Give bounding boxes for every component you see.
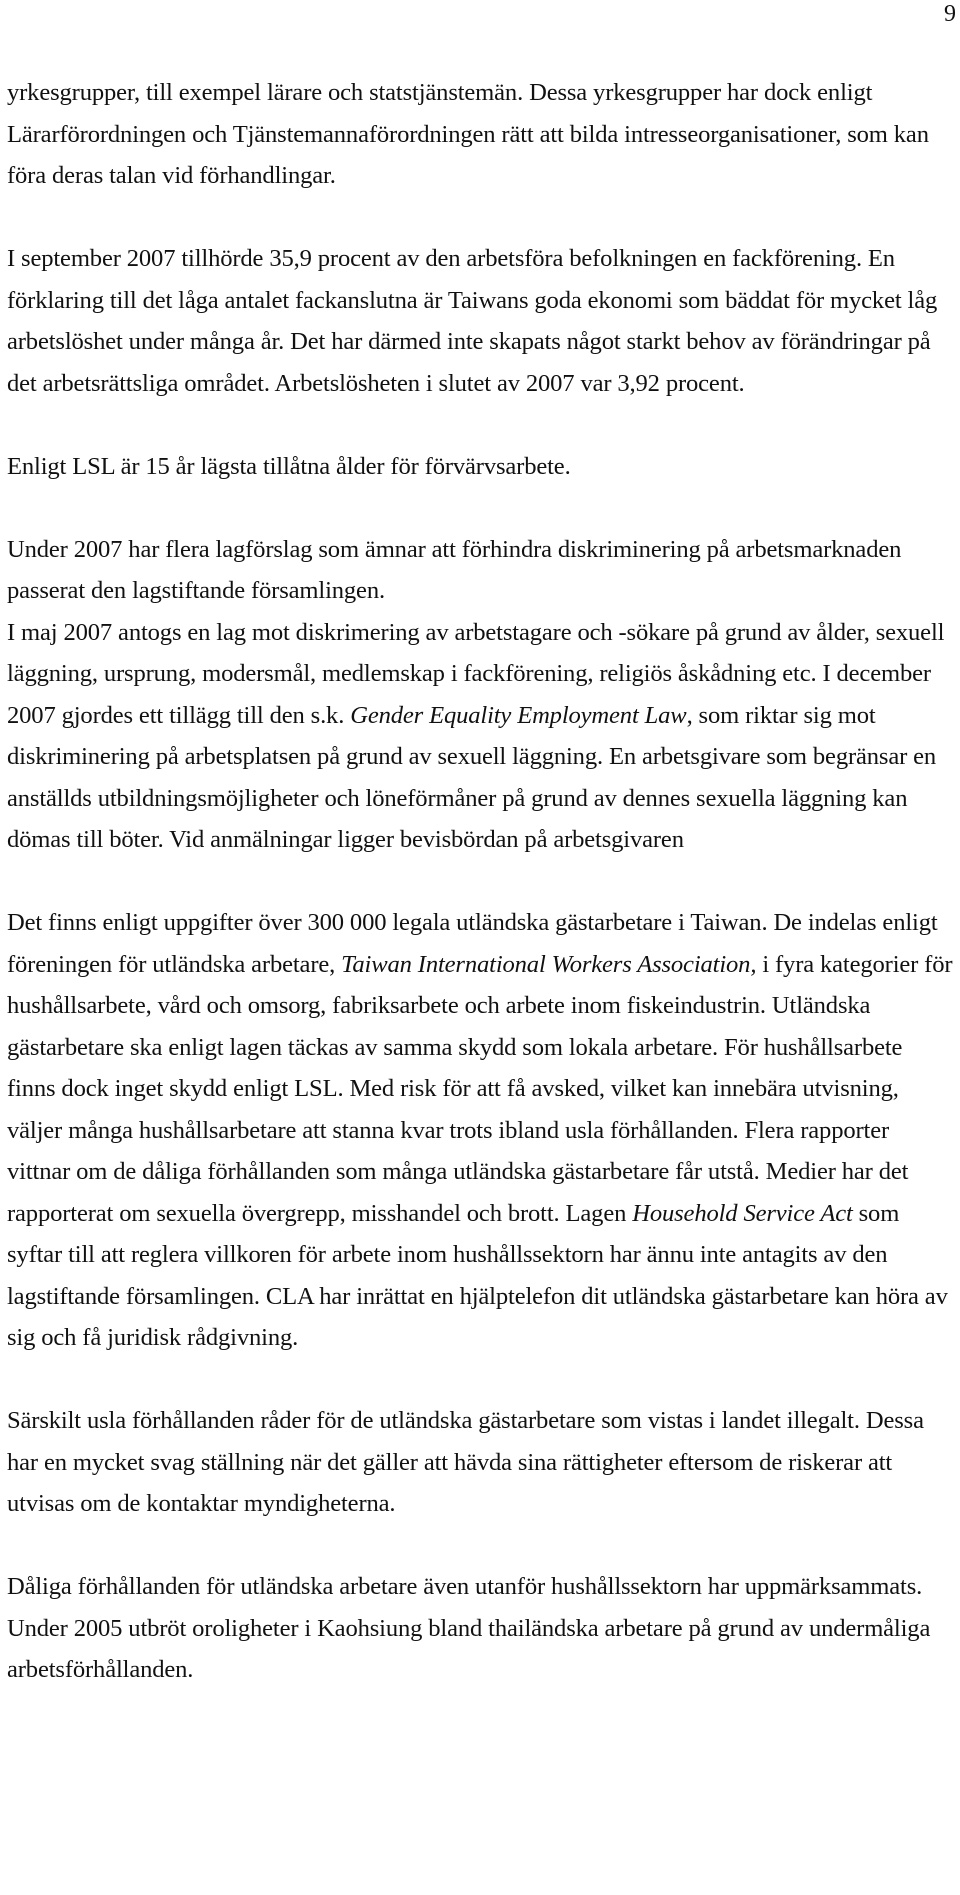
page-number: 9 bbox=[944, 1, 956, 27]
paragraph-minimum-age: Enligt LSL är 15 år lägsta tillåtna ålder för förvärvsarbete. bbox=[7, 452, 571, 480]
text-segment: som syftar till att reglera villkoren för arbete inom hushållssektorn har ännu inte antagits av den lagstiftande församlingen. CLA har inrättat en hjälptelefon dit utländska gästarbetare kan höra av sig och få juridisk rådgivning. bbox=[7, 1199, 948, 1351]
text-segment: i fyra kategorier för hushållsarbete, vård och omsorg, fabriksarbete och arbete inom fiskeindustrin. Utländska gästarbetare ska enligt lagen täckas av samma skydd som lokala arbetare. För hushållsarbete finns dock inget skydd enligt LSL. Med risk för att få avsked, vilket kan innebära utvisning, väljer många hushållsarbetare att stanna kvar trots ibland usla förhållanden. Flera rapporter vittnar om de dåliga förhållanden som många utländska gästarbetare får utstå. Medier har det rapporterat om sexuella övergrepp, misshandel och brott. Lagen bbox=[7, 950, 953, 1227]
paragraph-guest-workers bbox=[7, 902, 955, 1359]
law-title: Household Service Act bbox=[632, 1199, 853, 1227]
organization-name: Taiwan International Workers Association, bbox=[341, 950, 757, 978]
text-segment: , som riktar sig mot diskriminering på arbetsplatsen på grund av sexuell läggning. En arbetsgivare som begränsar en anställds utbildningsmöjligheter och löneförmåner på grund av dennes sexuella läggning kan dömas till böter. Vid anmälningar ligger bevisbördan på arbetsgivaren bbox=[7, 701, 937, 853]
paragraph-illegal-workers: Särskilt usla förhållanden råder för de utländska gästarbetare som vistas i landet illegalt. Dessa har en mycket svag ställning när det gäller att hävda sina rättigheter eftersom de riskerar att utvisas om de kontaktar myndigheterna. bbox=[7, 1407, 924, 1517]
text-segment: I maj 2007 antogs en lag mot diskrimering av arbetstagare och -sökare på grund av ålder, sexuell läggning, ursprung, modersmål, medlemskap i fackförening, religiös åskådning etc. I december 2007 gjordes ett tillägg till den s.k. bbox=[7, 618, 945, 729]
paragraph-anti-discrimination-law bbox=[7, 612, 955, 861]
document-body bbox=[7, 72, 955, 1691]
paragraph-union-membership: I september 2007 tillhörde 35,9 procent av den arbetsföra befolkningen en fackförening. En förklaring till det låga antalet fackanslutna är Taiwans goda ekonomi som bäddat för mycket låg arbetslöshet under många år. Det har därmed inte skapats något starkt behov av förändringar på det arbetsrättsliga området. Arbetslösheten i slutet av 2007 var 3,92 procent. bbox=[7, 245, 938, 397]
law-title: Gender Equality Employment Law bbox=[350, 701, 687, 729]
paragraph-kaohsiung-unrest: Dåliga förhållanden för utländska arbetare även utanför hushållssektorn har uppmärksammats. Under 2005 utbröt oroligheter i Kaohsiung bland thailändska arbetare på grund av undermåliga arbetsförhållanden. bbox=[7, 1573, 931, 1683]
paragraph-discrimination-bills: Under 2007 har flera lagförslag som ämnar att förhindra diskriminering på arbetsmarknaden passerat den lagstiftande församlingen. bbox=[7, 535, 902, 604]
paragraph-trade-union-rights: yrkesgrupper, till exempel lärare och statstjänstemän. Dessa yrkesgrupper har dock enligt Lärarförordningen och Tjänstemannaförordningen rätt att bilda intresseorganisationer, som kan föra deras talan vid förhandlingar. bbox=[7, 79, 929, 189]
text-segment: Det finns enligt uppgifter över 300 000 legala utländska gästarbetare i Taiwan. De indelas enligt föreningen för utländska arbetare, bbox=[7, 909, 938, 978]
